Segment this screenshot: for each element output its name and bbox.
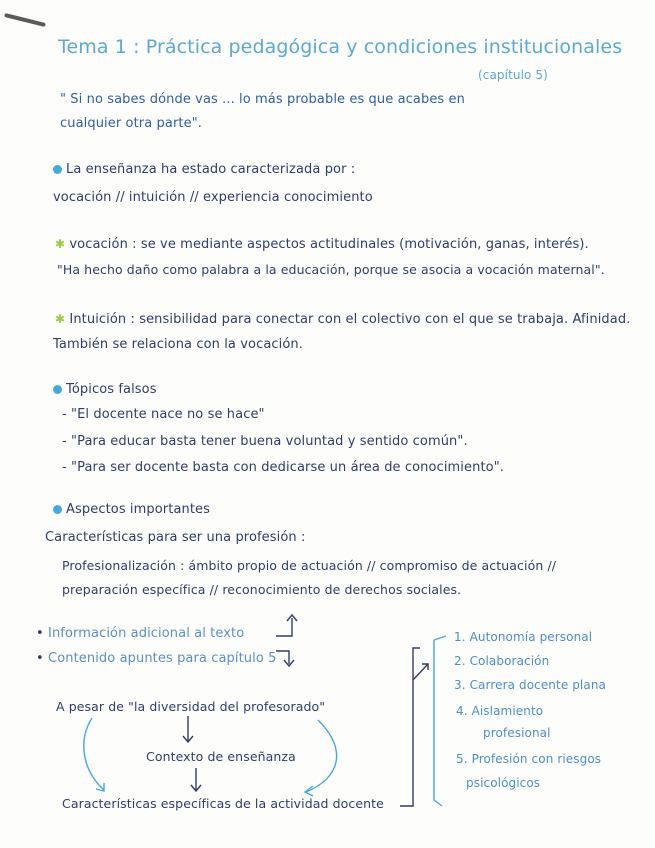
info-text-1: Información adicional al texto (48, 626, 245, 641)
ensenanza-heading: La enseñanza ha estado caracterizada por : (66, 162, 356, 177)
star-icon: ✱ (55, 237, 66, 251)
aspectos-line-3: preparación específica // reconocimiento de derechos sociales. (62, 582, 462, 597)
topico-item: - "El docente nace no se hace" (62, 407, 265, 422)
arrow-icon (413, 664, 428, 680)
topicos-heading: Tópicos falsos (66, 382, 157, 397)
numbered-item: profesional (483, 726, 551, 740)
diagram-top: A pesar de "la diversidad del profesorado" (56, 699, 326, 714)
chapter-ref: (capítulo 5) (478, 68, 548, 82)
numbered-item: 2. Colaboración (454, 654, 550, 668)
quote-line-1: " Si no sabes dónde vas ... lo más probable es que acabes en (60, 92, 465, 107)
diagram-bottom: Características específicas de la actividad docente (62, 796, 384, 811)
page-title: Tema 1 : Práctica pedagógica y condiciones institucionales (58, 36, 623, 58)
aspectos-heading: Aspectos importantes (66, 502, 211, 517)
numbered-item: 4. Aislamiento (456, 704, 544, 718)
star-icon: ✱ (55, 312, 66, 326)
vocacion-line-2: "Ha hecho daño como palabra a la educación, porque se asocia a vocación maternal". (57, 262, 605, 277)
info-item-1: • Información adicional al texto (36, 626, 245, 641)
arrow-up-icon (276, 618, 292, 636)
ensenanza-items: vocación // intuición // experiencia conocimiento (53, 190, 373, 205)
intuicion-text: Intuición : sensibilidad para conectar con el colectivo con el que se trabaja. Afinidad. (69, 312, 631, 327)
quote-line-2: cualquier otra parte". (60, 116, 203, 131)
bracket-connector (400, 648, 420, 806)
intuicion-line-2: También se relaciona con la vocación. (53, 337, 303, 352)
aspectos-line-2: Profesionalización : ámbito propio de actuación // compromiso de actuación // (62, 558, 557, 573)
curved-arrow-icon (84, 718, 104, 790)
topico-item: - "Para educar basta tener buena voluntad y sentido común". (62, 434, 468, 449)
numbered-item: 1. Autonomía personal (454, 630, 593, 644)
topico-item: - "Para ser docente basta con dedicarse un área de conocimiento". (62, 460, 505, 475)
curved-arrow-icon (306, 720, 337, 792)
info-item-2: • Contenido apuntes para capítulo 5 (36, 651, 277, 666)
numbered-item: psicológicos (466, 776, 541, 790)
numbered-item: 3. Carrera docente plana (454, 678, 606, 692)
diagram-middle: Contexto de enseñanza (146, 749, 296, 764)
info-text-2: Contenido apuntes para capítulo 5 (48, 651, 277, 666)
numbered-item: 5. Profesión con riesgos (456, 752, 602, 766)
numbered-bracket (434, 636, 446, 806)
arrow-down-icon (276, 651, 289, 664)
aspectos-line-1: Características para ser una profesión : (45, 530, 306, 545)
vocacion-text: vocación : se ve mediante aspectos actitudinales (motivación, ganas, interés). (69, 237, 589, 252)
